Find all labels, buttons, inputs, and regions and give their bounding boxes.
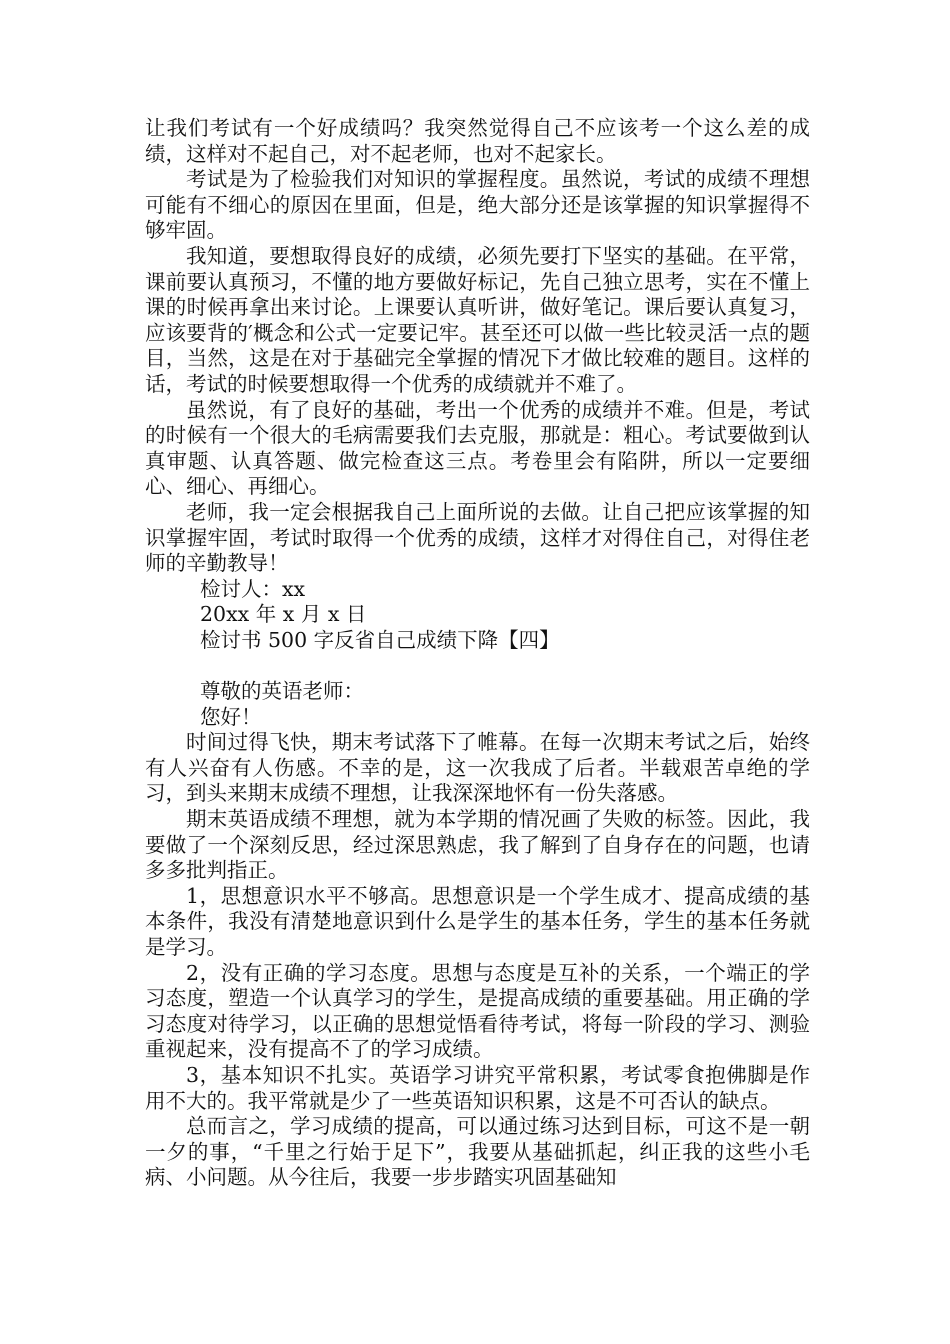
paragraph-exam-purpose: 考试是为了检验我们对知识的掌握程度。虽然说，考试的成绩不理想可能有不细心的原因在里面，但是，绝大部分还是该掌握的知识掌握得不够牢固。 xyxy=(145,167,810,243)
date-line: 20xx 年 x 月 x 日 xyxy=(200,602,367,627)
paragraph-point-1: 1，思想意识水平不够高。思想意识是一个学生成才、提高成绩的基本条件，我没有清楚地意识到什么是学生的基本任务，学生的基本任务就是学习。 xyxy=(145,883,810,959)
paragraph-promise: 老师，我一定会根据我自己上面所说的去做。让自己把应该掌握的知识掌握牢固，考试时取得一个优秀的成绩，这样才对得住自己，对得住老师的辛勤教导！ xyxy=(145,499,810,576)
section-title: 检讨书 500 字反省自己成绩下降【四】 xyxy=(200,627,560,652)
paragraph-intro-continued: 让我们考试有一个好成绩吗？我突然觉得自己不应该考一个这么差的成绩，这样对不起自己，对不起老师，也对不起家长。 xyxy=(145,116,810,166)
paragraph-english-grade: 期末英语成绩不理想，就为本学期的情况画了失败的标签。因此，我要做了一个深刻反思，经过深思熟虑，我了解到了自身存在的问题，也请多多批判指正。 xyxy=(145,807,810,883)
paragraph-conclusion: 总而言之，学习成绩的提高，可以通过练习达到目标，可这不是一朝一夕的事，“千里之行始于足下”，我要从基础抓起，纠正我的这些小毛病、小问题。从今往后，我要一步步踏实巩固基础知 xyxy=(145,1114,810,1190)
paragraph-point-3: 3，基本知识不扎实。英语学习讲究平常积累，考试零食抱佛脚是作用不大的。我平常就是少了一些英语知识积累，这是不可否认的缺点。 xyxy=(145,1062,810,1113)
paragraph-carelessness: 虽然说，有了良好的基础，考出一个优秀的成绩并不难。但是，考试的时候有一个很大的毛病需要我们去克服，那就是：粗心。考试要做到认真审题、认真答题、做完检查这三点。考卷里会有陷阱，所以一定要细心、细心、再细心。 xyxy=(145,397,810,499)
salutation: 尊敬的英语老师： xyxy=(200,679,364,704)
paragraph-point-2: 2，没有正确的学习态度。思想与态度是互补的关系，一个端正的学习态度，塑造一个认真学习的学生，是提高成绩的重要基础。用正确的学习态度对待学习，以正确的思想觉悟看待考试，将每一阶段的学习、测验重视起来，没有提高不了的学习成绩。 xyxy=(145,960,810,1062)
paragraph-study-foundation: 我知道，要想取得良好的成绩，必须先要打下坚实的基础。在平常，课前要认真预习，不懂的地方要做好标记，先自己独立思考，实在不懂上课的时候再拿出来讨论。上课要认真听讲，做好笔记。课后要认真复习，应该要背的′概念和公式一定要记牢。甚至还可以做一些比较灵活一点的题目，当然，这是在对于基础完全掌握的情况下才做比较难的题目。这样的话，考试的时候要想取得一个优秀的成绩就并不难了。 xyxy=(145,243,810,396)
blank-line xyxy=(145,653,810,679)
document-page xyxy=(145,116,810,1191)
signer-line: 检讨人：xx xyxy=(200,576,306,601)
greeting: 您好！ xyxy=(200,704,262,729)
paragraph-time-flies: 时间过得飞快，期末考试落下了帷幕。在每一次期末考试之后，始终有人兴奋有人伤感。不幸的是，这一次我成了后者。半载艰苦卓绝的学习，到头来期末成绩不理想，让我深深地怀有一份失落感。 xyxy=(145,730,810,806)
